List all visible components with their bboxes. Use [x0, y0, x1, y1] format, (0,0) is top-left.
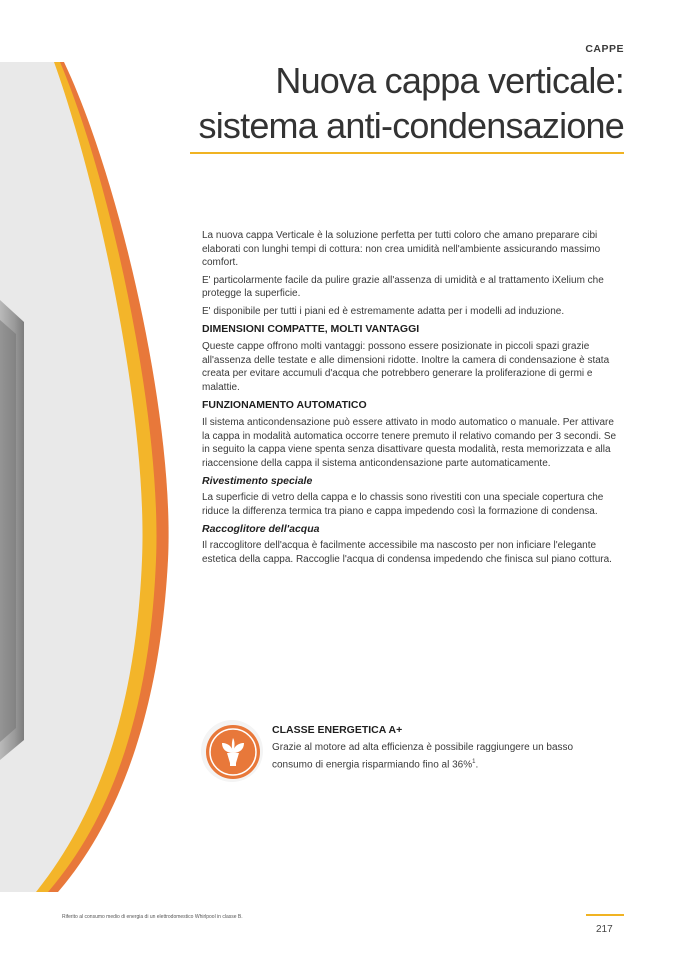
page-number: 217 — [596, 924, 613, 935]
footnote-mark: 1 — [472, 759, 476, 765]
intro-paragraph-2: E' particolarmente facile da pulire grazie all'assenza di umidità e al trattamento iXelium che protegge la superficie. — [202, 274, 604, 299]
page-title-line-1: Nuova cappa verticale: — [275, 60, 624, 101]
energy-class-box — [200, 719, 624, 791]
paragraph-rivestimento: La superficie di vetro della cappa e lo chassis sono rivestiti con una speciale copertura che riduce la differenza termica tra piano e cappa impedendo così la formazione di condensa. — [202, 492, 604, 517]
intro-paragraph-3: E' disponibile per tutti i piani ed è estremamente adatta per i modelli ad induzione. — [202, 305, 565, 317]
heading-rivestimento: Rivestimento speciale — [202, 475, 313, 487]
page-title-line-2: sistema anti-condensazione — [198, 105, 624, 146]
page-title — [164, 58, 624, 148]
energy-class-text-end: . — [475, 759, 479, 771]
paragraph-raccoglitore: Il raccoglitore dell'acqua è facilmente accessibile ma nascosto per non inficiare l'elegante estetica della cappa. Raccoglie l'acqua di condensa impedendo che finisca sul piano cottura. — [202, 540, 612, 565]
footnote: Riferito al consumo medio di energia di un elettrodomestico Whirlpool in classe B. — [62, 914, 243, 920]
section-label: CAPPE — [585, 43, 624, 55]
heading-dimensioni: DIMENSIONI COMPATTE, MOLTI VANTAGGI — [202, 323, 420, 335]
article-body — [202, 229, 624, 570]
heading-funzionamento: FUNZIONAMENTO AUTOMATICO — [202, 399, 367, 411]
lightbulb-leaf-icon — [200, 719, 264, 783]
energy-class-text-main: Grazie al motore ad alta efficienza è possibile raggiungere un basso consumo di energia risparmiando fino al 36% — [272, 742, 574, 771]
intro-paragraph-1: La nuova cappa Verticale è la soluzione perfetta per tutti coloro che amano preparare cibi elaborati con lunghi tempi di cottura: non crea umidità nell'ambiente assicurando massimo comfort. — [202, 230, 601, 268]
heading-raccoglitore: Raccoglitore dell'acqua — [202, 523, 320, 535]
paragraph-funzionamento: Il sistema anticondensazione può essere attivato in modo automatico o manuale. Per attivare la cappa in modalità automatica occorre tenere premuto il relativo comando per 3 secondi. Se in seguito la cappa viene spenta senza disattivare questa modalità, resta memorizzata e alla riaccensione della cappa il sistema anticondensazione parte automaticamente. — [202, 417, 617, 469]
energy-class-text — [272, 741, 612, 772]
title-underline — [190, 152, 624, 154]
page-number-rule — [586, 914, 624, 916]
energy-class-title: CLASSE ENERGETICA A+ — [272, 724, 403, 736]
paragraph-dimensioni: Queste cappe offrono molti vantaggi: possono essere posizionate in piccoli spazi grazie all'assenza delle testate e alle dimensioni ridotte. Inoltre la camera di condensazione è stata creata per evitare accumuli d'acqua che potrebbero generare la proliferazione di germi e malattie. — [202, 341, 610, 393]
